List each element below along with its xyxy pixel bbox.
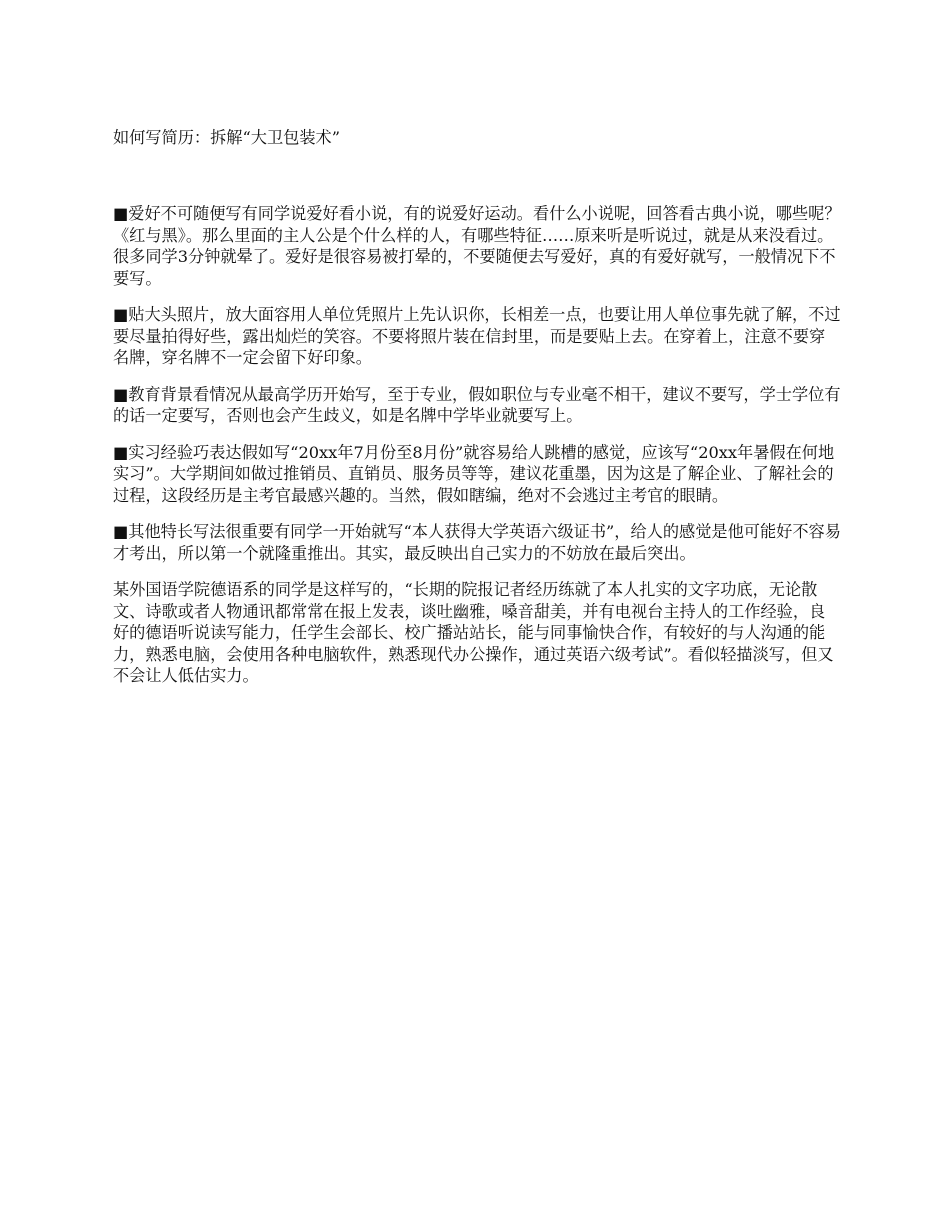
document-title: 如何写简历：拆解“大卫包装术” — [113, 128, 340, 147]
paragraph-example: 某外国语学院德语系的同学是这样写的，“长期的院报记者经历练就了本人扎实的文字功底，无论散文、诗歌或者人物通讯都常常在报上发表，谈吐幽雅，嗓音甜美，并有电视台主持人的工作经验，良好的德语听说读写能力，任学生会部长、校广播站站长，能与同事愉快合作，有较好的与人沟通的能力，熟悉电脑，会使用各种电脑软件，熟悉现代办公操作，通过英语六级考试”。看似轻描淡写，但又不会让人低估实力。 — [113, 580, 834, 685]
paragraph-internship: ■实习经验巧表达假如写“20xx年7月份至8月份”就容易给人跳槽的感觉，应该写“20xx年暑假在何地实习”。大学期间如做过推销员、直销员、服务员等等，建议花重墨，因为这是了解企业、了解社会的过程，这段经历是主考官最感兴趣的。当然，假如瞎编，绝对不会逃过主考官的眼睛。 — [113, 442, 835, 505]
document-page — [113, 127, 841, 702]
paragraph-education: ■教育背景看情况从最高学历开始写，至于专业，假如职位与专业毫不相干，建议不要写，学士学位有的话一定要写，否则也会产生歧义，如是名牌中学毕业就要写上。 — [113, 384, 841, 425]
paragraph-photo: ■贴大头照片，放大面容用人单位凭照片上先认识你，长相差一点，也要让用人单位事先就了解，不过要尽量拍得好些，露出灿烂的笑容。不要将照片装在信封里，而是要贴上去。在穿着上，注意不要穿名牌，穿名牌不一定会留下好印象。 — [113, 305, 841, 367]
paragraph-hobbies: ■爱好不可随便写有同学说爱好看小说，有的说爱好运动。看什么小说呢，回答看古典小说，哪些呢？《红与黑》。那么里面的主人公是个什么样的人，有哪些特征……原来听是听说过，就是从来没看过。很多同学3分钟就晕了。爱好是很容易被打晕的，不要随便去写爱好，真的有爱好就写，一般情况下不要写。 — [113, 204, 841, 288]
paragraph-skills: ■其他特长写法很重要有同学一开始就写“本人获得大学英语六级证书”，给人的感觉是他可能好不容易才考出，所以第一个就隆重推出。其实，最反映出自己实力的不妨放在最后突出。 — [113, 522, 841, 563]
